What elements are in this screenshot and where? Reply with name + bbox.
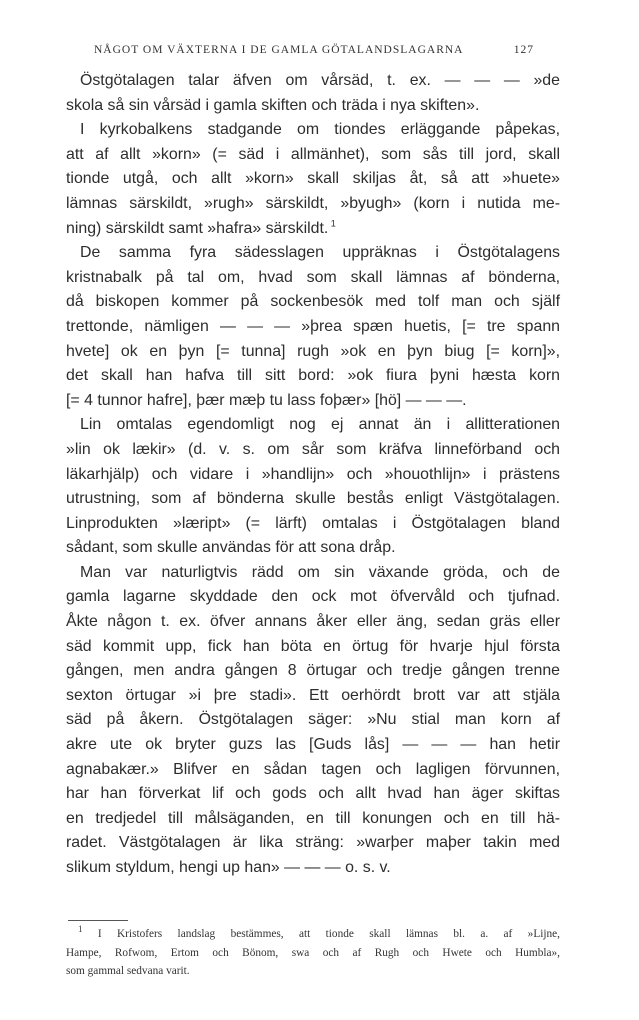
text-line: [66, 217, 560, 242]
footnote-rule: [68, 920, 128, 921]
text-line: [66, 241, 560, 266]
text-line: [66, 167, 560, 192]
text-line: [66, 708, 560, 733]
text-line-content: lämnas särskildt, »rugh» särskildt, »byugh» (korn i nutida me-: [66, 194, 560, 212]
footnote: [66, 925, 560, 981]
text-line-content: sexton örtugar »i þre stadi». Ett oerhördt brott var att stjäla: [66, 686, 560, 704]
text-line-content: säd på åkern. Östgötalagen säger: »Nu stial man korn af: [66, 711, 560, 729]
text-line: [66, 192, 560, 217]
text-line: [66, 561, 560, 586]
text-line: [66, 438, 560, 463]
text-line: [66, 413, 560, 438]
text-line-content: har han förverkat lif och gods och allt hvad han äger skiftas: [66, 785, 560, 803]
text-line: [66, 118, 560, 143]
text-line-content: slikum styldum, hengi up han» — — — o. s. v.: [66, 859, 391, 876]
text-line-content: Östgötalagen talar äfven om vårsäd, t. ex. — — — »de: [80, 72, 560, 89]
text-line-content: gamla lagarne skyddade den ock mot öfvervåld och tjufnad.: [66, 588, 560, 606]
text-line: [66, 635, 560, 660]
text-line: [66, 610, 560, 635]
text-line: [66, 69, 560, 94]
text-line: [66, 143, 560, 168]
footnote-line-content: I Kristofers landslag bestämmes, att tionde skall lämnas bl. a. af »Lijne,: [97, 928, 560, 940]
text-line-content: akre ute ok bryter guzs las [Guds lås] — — — han hetir: [66, 736, 560, 754]
running-title: NÅGOT OM VÄXTERNA I DE GAMLA GÖTALANDSLAGARNA: [94, 44, 464, 56]
text-line-content: radet. Västgötalagen är lika sträng: »warþer maþer takin med: [66, 834, 560, 852]
footnote-line: [66, 962, 560, 981]
text-line-content: då biskopen kommer på sockenbesök med tolf man och själf: [66, 293, 560, 311]
text-line-content: agnabakær.» Blifver en sådan tagen och lagligen förvunnen,: [66, 760, 560, 778]
text-line-content: [= 4 tunnor hafre], þær mæþ tu lass foþær» [hö] — — —.: [66, 391, 467, 409]
text-line-content: att af allt »korn» (= säd i allmänhet), som sås till jord, skall: [66, 145, 560, 163]
text-line: [66, 94, 560, 119]
text-line-content: en tredjedel till målsäganden, en till konungen och en till hä-: [66, 809, 560, 827]
text-line: [66, 536, 560, 561]
text-line: [66, 463, 560, 488]
text-line: [66, 856, 560, 881]
text-line-content: läkarhjälp) och vidare i »handlijn» och »houothlijn» i prästens: [66, 465, 560, 483]
text-line: [66, 290, 560, 315]
text-line-content: tionde utgå, och allt »korn» skall skiljas åt, så att »huete»: [66, 170, 560, 188]
text-line: [66, 758, 560, 783]
text-line: [66, 782, 560, 807]
text-line: [66, 266, 560, 291]
text-line-content: Linprodukten »læript» (= lärft) omtalas i Östgötalagen bland: [66, 514, 560, 532]
text-line: [66, 340, 560, 365]
text-line: [66, 315, 560, 340]
text-line: [66, 831, 560, 856]
footnote-reference[interactable]: 1: [328, 218, 336, 229]
text-line-content: I kyrkobalkens stadgande om tiondes erläggande påpekas,: [80, 121, 560, 139]
footnote-line: [66, 944, 560, 963]
text-line-content: hvete] ok en þyn [= tunna] rugh »ok en þyn biug [= korn]»,: [66, 342, 560, 360]
text-line-content: kristnabalk på tal om, hvad som skall lämnas af bönderna,: [66, 268, 560, 286]
footnote-marker: 1: [78, 924, 83, 935]
footnote-line-content: Hampe, Rofwom, Ertom och Bönom, swa och af Rugh och Hwete och Humbla»,: [66, 946, 560, 959]
body-text: [66, 69, 560, 881]
text-line: [66, 659, 560, 684]
text-line-content: Åkte någon t. ex. öfver annans åker eller äng, sedan gräs eller: [66, 613, 560, 631]
text-line: [66, 364, 560, 389]
text-line-content: Lin omtalas egendomligt nog ej annat än i allitterationen: [80, 416, 560, 434]
text-line-content: skola så sin vårsäd i gamla skiften och träda i nya skiften».: [66, 96, 480, 114]
text-line: [66, 733, 560, 758]
text-line-content: sådant, som skulle användas för att sona dråp.: [66, 539, 396, 557]
footnote-line: [66, 925, 560, 944]
text-line-content: utrustning, som af bönderna skulle bestås enligt Västgötalagen.: [66, 490, 560, 508]
footnote-line-content: som gammal sedvana varit.: [66, 965, 190, 977]
text-line: [66, 512, 560, 537]
text-line: [66, 389, 560, 414]
text-line: [66, 807, 560, 832]
text-line-content: »lin ok lækir» (d. v. s. om sår som kräfva linneförband och: [66, 440, 560, 458]
text-line-content: De samma fyra sädesslagen uppräknas i Östgötalagens: [80, 244, 560, 262]
text-line: [66, 487, 560, 512]
text-line-content: ning) särskildt samt »hafra» särskildt.: [66, 219, 329, 237]
text-line-content: säd kommit upp, fick han böta en örtug för hvarje hjul första: [66, 637, 560, 655]
text-line-content: trettonde, nämligen — — — »þrea spæn huetis, [= tre spann: [66, 317, 560, 335]
text-line-content: gången, men andra gången 8 örtugar och tredje gången trenne: [66, 662, 560, 680]
page-number: 127: [513, 44, 534, 56]
text-line-content: det skall han hafva till sitt bord: »ok fiura þyni hæsta korn: [66, 367, 560, 385]
text-line: [66, 585, 560, 610]
text-line-content: Man var naturligtvis rädd om sin växande gröda, och de: [80, 563, 560, 581]
text-line: [66, 684, 560, 709]
